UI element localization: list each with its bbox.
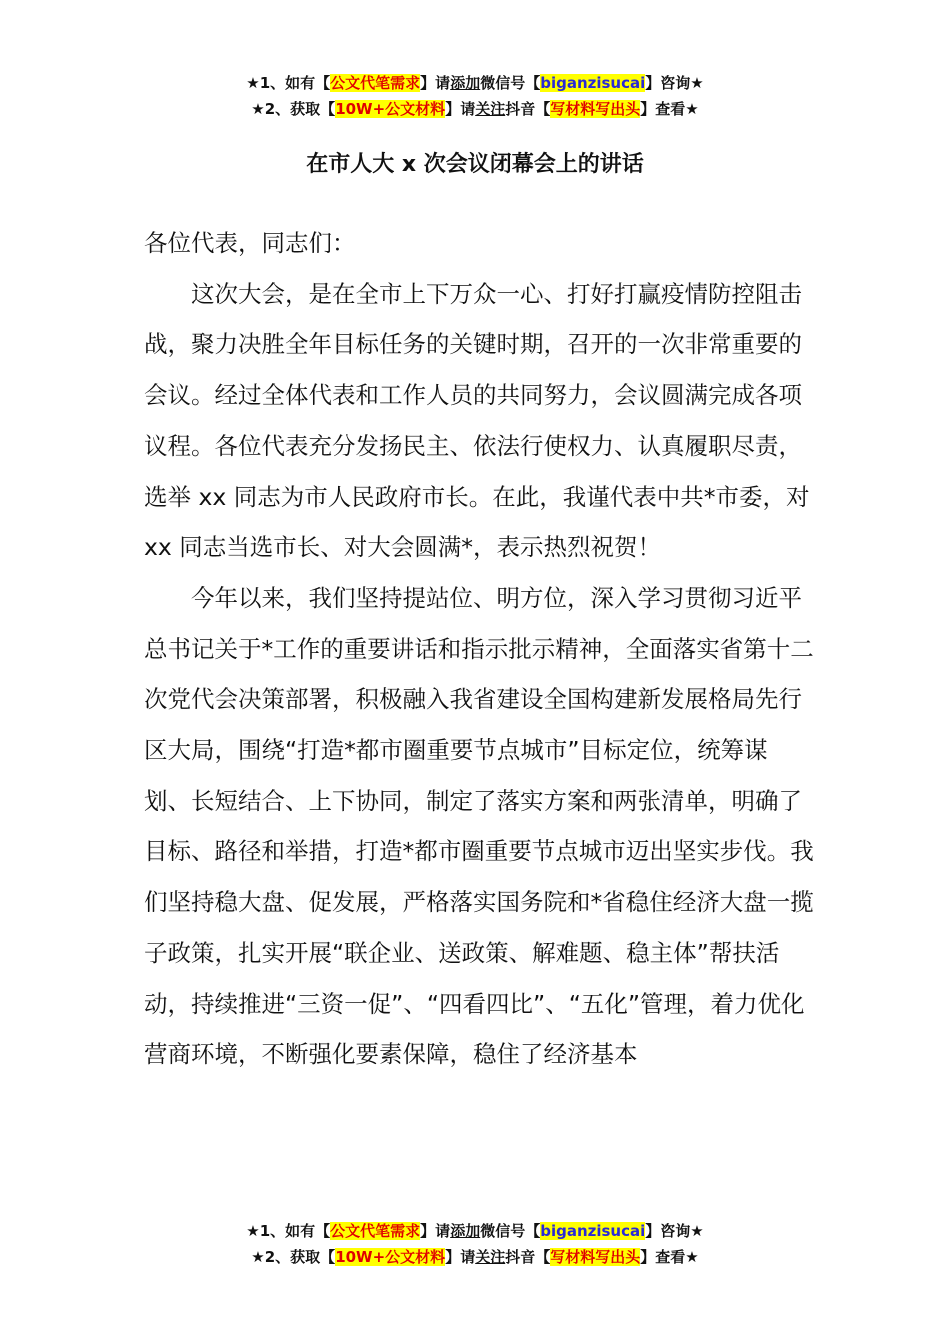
- banner-underline: 添加: [450, 1222, 481, 1240]
- banner-text: 】请: [445, 100, 476, 118]
- banner-line-2: [0, 1244, 950, 1270]
- banner-text: 】查看★: [640, 100, 699, 118]
- paragraph-1: 这次大会，是在全市上下万众一心、打好打赢疫情防控阻击战，聚力决胜全年目标任务的关键时期，召开的一次非常重要的会议。经过全体代表和工作人员的共同努力，会议圆满完成各项议程。各位代表充分发扬民主、依法行使权力、认真履职尽责，选举 xx 同志为市人民政府市长。在此，我谨代表中共*市委，对 xx 同志当选市长、对大会圆满*，表示热烈祝贺！: [144, 279, 810, 562]
- banner-highlight: 10W+公文材料: [335, 1248, 446, 1266]
- banner-underline: 关注: [475, 1248, 506, 1266]
- banner-text: 】请: [445, 1248, 476, 1266]
- banner-wechat-id: biganzisucai: [540, 1222, 646, 1240]
- banner-text: ★1、如有【: [246, 74, 331, 92]
- banner-underline: 添加: [450, 74, 481, 92]
- banner-highlight: 10W+公文材料: [335, 100, 446, 118]
- paragraph-2: 今年以来，我们坚持提站位、明方位，深入学习贯彻习近平总书记关于*工作的重要讲话和指示批示精神，全面落实省第十二次党代会决策部署，积极融入我省建设全国构建新发展格局先行区大局，围绕“打造*都市圈重要节点城市”目标定位，统筹谋划、长短结合、上下协同，制定了落实方案和两张清单，明确了目标、路径和举措，打造*都市圈重要节点城市迈出坚实步伐。我们坚持稳大盘、促发展，严格落实国务院和*省稳住经济大盘一揽子政策，扎实开展“联企业、送政策、解难题、稳主体”帮扶活动，持续推进“三资一促”、“四看四比”、“五化”管理，着力优化营商环境，不断强化要素保障，稳住了经济基本: [144, 583, 814, 1069]
- banner-text: 抖音【: [505, 1248, 551, 1266]
- banner-highlight: 公文代笔需求: [330, 1222, 421, 1240]
- banner-text: 】请: [420, 74, 451, 92]
- banner-text: 抖音【: [505, 100, 551, 118]
- banner-wechat-id: biganzisucai: [540, 74, 646, 92]
- footer-banner: [0, 1218, 950, 1270]
- banner-text: 】请: [420, 1222, 451, 1240]
- banner-line-1: [0, 1218, 950, 1244]
- banner-text: 微信号【: [480, 1222, 541, 1240]
- banner-line-2: [0, 96, 950, 122]
- banner-text: 】查看★: [640, 1248, 699, 1266]
- banner-text: 微信号【: [480, 74, 541, 92]
- banner-text: 】咨询★: [645, 1222, 704, 1240]
- banner-line-1: [0, 70, 950, 96]
- banner-text: ★2、获取【: [251, 100, 336, 118]
- banner-text: 】咨询★: [645, 74, 704, 92]
- greeting: 各位代表，同志们：: [144, 229, 356, 257]
- document-body: [144, 218, 814, 1080]
- banner-douyin-name: 写材料写出头: [550, 1248, 641, 1266]
- banner-text: ★2、获取【: [251, 1248, 336, 1266]
- banner-highlight: 公文代笔需求: [330, 74, 421, 92]
- header-banner: [0, 70, 950, 122]
- banner-underline: 关注: [475, 100, 506, 118]
- document-title: 在市人大 x 次会议闭幕会上的讲话: [306, 152, 644, 177]
- banner-text: ★1、如有【: [246, 1222, 331, 1240]
- banner-douyin-name: 写材料写出头: [550, 100, 641, 118]
